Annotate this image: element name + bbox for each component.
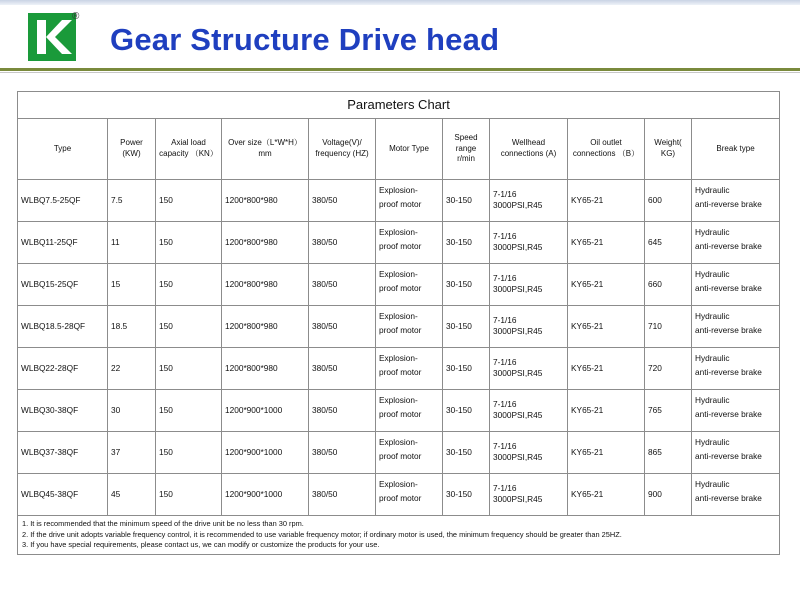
speed-cell: 30-150: [443, 347, 490, 389]
wellhead-cell-line: 7-1/16: [493, 231, 517, 242]
speed-cell: 30-150: [443, 389, 490, 431]
header-divider: [0, 68, 800, 71]
axial-load-cell: 150: [156, 347, 222, 389]
table-row: [18, 305, 780, 347]
brake-type-cell-line: anti-reverse brake: [695, 199, 762, 210]
oil-outlet-cell: KY65-21: [568, 221, 645, 263]
column-header: Weight( KG): [645, 119, 692, 180]
motor-type-cell-line: proof motor: [379, 492, 422, 503]
power-cell: 18.5: [108, 305, 156, 347]
brake-type-cell-line: anti-reverse brake: [695, 451, 762, 461]
wellhead-cell-line: 7-1/16: [493, 441, 517, 452]
brake-type-cell-line: Hydraulic: [695, 310, 730, 321]
speed-cell: 30-150: [443, 221, 490, 263]
speed-cell: 30-150: [443, 180, 490, 222]
weight-cell: 765: [645, 389, 692, 431]
table-row: [18, 180, 780, 222]
axial-load-cell: 150: [156, 389, 222, 431]
notes-cell: [18, 515, 780, 554]
wellhead-cell-line: 7-1/16: [493, 189, 517, 200]
note-line: 3. If you have special requirements, please contact us, we can modify or customize the products for your use.: [22, 540, 380, 550]
motor-type-cell-line: Explosion-: [379, 226, 418, 237]
wellhead-cell-line: 3000PSI,R45: [493, 242, 543, 253]
oil-outlet-cell: KY65-21: [568, 263, 645, 305]
motor-type-cell-line: proof motor: [379, 451, 422, 461]
brake-type-cell: [692, 431, 780, 473]
voltage-cell: 380/50: [309, 473, 376, 515]
weight-cell: 720: [645, 347, 692, 389]
voltage-cell: 380/50: [309, 389, 376, 431]
type-cell: WLBQ45-38QF: [18, 473, 108, 515]
type-cell: WLBQ18.5-28QF: [18, 305, 108, 347]
column-header: Type: [18, 119, 108, 180]
axial-load-cell: 150: [156, 263, 222, 305]
power-cell: 7.5: [108, 180, 156, 222]
motor-type-cell-line: proof motor: [379, 409, 422, 420]
wellhead-cell: [490, 347, 568, 389]
brake-type-cell: [692, 221, 780, 263]
wellhead-cell: [490, 180, 568, 222]
page-title: Gear Structure Drive head: [110, 22, 500, 57]
wellhead-cell: [490, 263, 568, 305]
brake-type-cell-line: anti-reverse brake: [695, 283, 762, 294]
voltage-cell: 380/50: [309, 431, 376, 473]
type-cell: WLBQ7.5-25QF: [18, 180, 108, 222]
size-cell: 1200*900*1000: [222, 389, 309, 431]
column-header: Power (KW): [108, 119, 156, 180]
type-cell: WLBQ37-38QF: [18, 431, 108, 473]
table-row: [18, 347, 780, 389]
top-stripe: [0, 0, 800, 5]
wellhead-cell-line: 7-1/16: [493, 357, 517, 368]
parameters-table: [17, 91, 780, 555]
table-row: [18, 263, 780, 305]
motor-type-cell: [376, 305, 443, 347]
brake-type-cell: [692, 180, 780, 222]
size-cell: 1200*800*980: [222, 180, 309, 222]
wellhead-cell-line: 7-1/16: [493, 399, 517, 410]
weight-cell: 865: [645, 431, 692, 473]
brake-type-cell-line: Hydraulic: [695, 436, 730, 447]
voltage-cell: 380/50: [309, 263, 376, 305]
motor-type-cell-line: proof motor: [379, 199, 422, 210]
wellhead-cell-line: 3000PSI,R45: [493, 410, 543, 421]
brake-type-cell: [692, 305, 780, 347]
power-cell: 30: [108, 389, 156, 431]
size-cell: 1200*900*1000: [222, 431, 309, 473]
type-cell: WLBQ30-38QF: [18, 389, 108, 431]
oil-outlet-cell: KY65-21: [568, 347, 645, 389]
power-cell: 45: [108, 473, 156, 515]
column-header: Speed range r/min: [443, 119, 490, 180]
brake-type-cell: [692, 473, 780, 515]
power-cell: 15: [108, 263, 156, 305]
wellhead-cell-line: 3000PSI,R45: [493, 368, 543, 379]
note-line: 2. If the drive unit adopts variable frequency control, it is recommended to use variable frequency motor; if ordinary motor is used, the minimum frequency should be greater than 25HZ.: [22, 529, 622, 539]
motor-type-cell-line: Explosion-: [379, 185, 418, 195]
axial-load-cell: 150: [156, 180, 222, 222]
column-header: Break type: [692, 119, 780, 180]
voltage-cell: 380/50: [309, 305, 376, 347]
brake-type-cell-line: Hydraulic: [695, 394, 730, 405]
motor-type-cell: [376, 221, 443, 263]
voltage-cell: 380/50: [309, 221, 376, 263]
column-header: Axial load capacity （KN）: [156, 119, 222, 180]
size-cell: 1200*800*980: [222, 305, 309, 347]
motor-type-cell: [376, 347, 443, 389]
motor-type-cell-line: proof motor: [379, 367, 422, 378]
oil-outlet-cell: KY65-21: [568, 431, 645, 473]
type-cell: WLBQ15-25QF: [18, 263, 108, 305]
size-cell: 1200*800*980: [222, 263, 309, 305]
brake-type-cell-line: Hydraulic: [695, 478, 730, 489]
wellhead-cell: [490, 473, 568, 515]
weight-cell: 660: [645, 263, 692, 305]
brake-type-cell-line: anti-reverse brake: [695, 367, 762, 378]
size-cell: 1200*900*1000: [222, 473, 309, 515]
motor-type-cell: [376, 431, 443, 473]
axial-load-cell: 150: [156, 305, 222, 347]
weight-cell: 900: [645, 473, 692, 515]
motor-type-cell-line: Explosion-: [379, 310, 418, 321]
wellhead-cell-line: 7-1/16: [493, 273, 517, 284]
brake-type-cell-line: anti-reverse brake: [695, 409, 762, 420]
brake-type-cell-line: anti-reverse brake: [695, 325, 762, 336]
motor-type-cell: [376, 473, 443, 515]
motor-type-cell-line: proof motor: [379, 241, 422, 252]
size-cell: 1200*800*980: [222, 347, 309, 389]
brake-type-cell-line: anti-reverse brake: [695, 241, 762, 252]
type-cell: WLBQ22-28QF: [18, 347, 108, 389]
company-logo-icon: [28, 13, 76, 61]
table-caption: Parameters Chart: [18, 92, 780, 119]
wellhead-cell: [490, 389, 568, 431]
motor-type-cell: [376, 389, 443, 431]
brake-type-cell: [692, 263, 780, 305]
axial-load-cell: 150: [156, 221, 222, 263]
motor-type-cell-line: Explosion-: [379, 352, 418, 363]
brake-type-cell: [692, 389, 780, 431]
column-header: Voltage(V)/ frequency (HZ): [309, 119, 376, 180]
table-body: [18, 180, 780, 516]
speed-cell: 30-150: [443, 473, 490, 515]
oil-outlet-cell: KY65-21: [568, 389, 645, 431]
wellhead-cell-line: 3000PSI,R45: [493, 284, 543, 295]
column-header: Motor Type: [376, 119, 443, 180]
speed-cell: 30-150: [443, 431, 490, 473]
motor-type-cell-line: Explosion-: [379, 478, 418, 489]
brake-type-cell-line: Hydraulic: [695, 352, 730, 363]
table-row: [18, 221, 780, 263]
wellhead-cell: [490, 431, 568, 473]
power-cell: 37: [108, 431, 156, 473]
voltage-cell: 380/50: [309, 347, 376, 389]
wellhead-cell: [490, 221, 568, 263]
type-cell: WLBQ11-25QF: [18, 221, 108, 263]
oil-outlet-cell: KY65-21: [568, 305, 645, 347]
wellhead-cell: [490, 305, 568, 347]
motor-type-cell: [376, 263, 443, 305]
wellhead-cell-line: 3000PSI,R45: [493, 200, 543, 211]
motor-type-cell-line: proof motor: [379, 325, 422, 336]
motor-type-cell-line: Explosion-: [379, 268, 418, 279]
table-header-row: [18, 119, 780, 180]
wellhead-cell-line: 7-1/16: [493, 315, 517, 326]
speed-cell: 30-150: [443, 263, 490, 305]
voltage-cell: 380/50: [309, 180, 376, 222]
speed-cell: 30-150: [443, 305, 490, 347]
header-divider-shadow: [0, 72, 800, 73]
parameters-table-wrap: [17, 91, 779, 555]
column-header: Over size（L*W*H） mm: [222, 119, 309, 180]
note-line: 1. It is recommended that the minimum speed of the drive unit be no less than 30 rpm.: [22, 518, 304, 528]
brake-type-cell-line: Hydraulic: [695, 185, 730, 195]
column-header: Wellhead connections (A): [490, 119, 568, 180]
weight-cell: 710: [645, 305, 692, 347]
table-row: [18, 473, 780, 515]
column-header: Oil outlet connections （B）: [568, 119, 645, 180]
wellhead-cell-line: 3000PSI,R45: [493, 452, 543, 463]
oil-outlet-cell: KY65-21: [568, 473, 645, 515]
power-cell: 11: [108, 221, 156, 263]
motor-type-cell-line: Explosion-: [379, 394, 418, 405]
axial-load-cell: 150: [156, 431, 222, 473]
brake-type-cell: [692, 347, 780, 389]
axial-load-cell: 150: [156, 473, 222, 515]
wellhead-cell-line: 3000PSI,R45: [493, 494, 543, 505]
motor-type-cell-line: Explosion-: [379, 436, 418, 447]
wellhead-cell-line: 7-1/16: [493, 483, 517, 494]
brake-type-cell-line: anti-reverse brake: [695, 492, 762, 503]
registered-mark: ®: [72, 11, 80, 22]
motor-type-cell-line: proof motor: [379, 283, 422, 294]
brake-type-cell-line: Hydraulic: [695, 268, 730, 279]
brake-type-cell-line: Hydraulic: [695, 226, 730, 237]
motor-type-cell: [376, 180, 443, 222]
table-row: [18, 389, 780, 431]
power-cell: 22: [108, 347, 156, 389]
oil-outlet-cell: KY65-21: [568, 180, 645, 222]
weight-cell: 600: [645, 180, 692, 222]
weight-cell: 645: [645, 221, 692, 263]
wellhead-cell-line: 3000PSI,R45: [493, 326, 543, 337]
table-row: [18, 431, 780, 473]
size-cell: 1200*800*980: [222, 221, 309, 263]
